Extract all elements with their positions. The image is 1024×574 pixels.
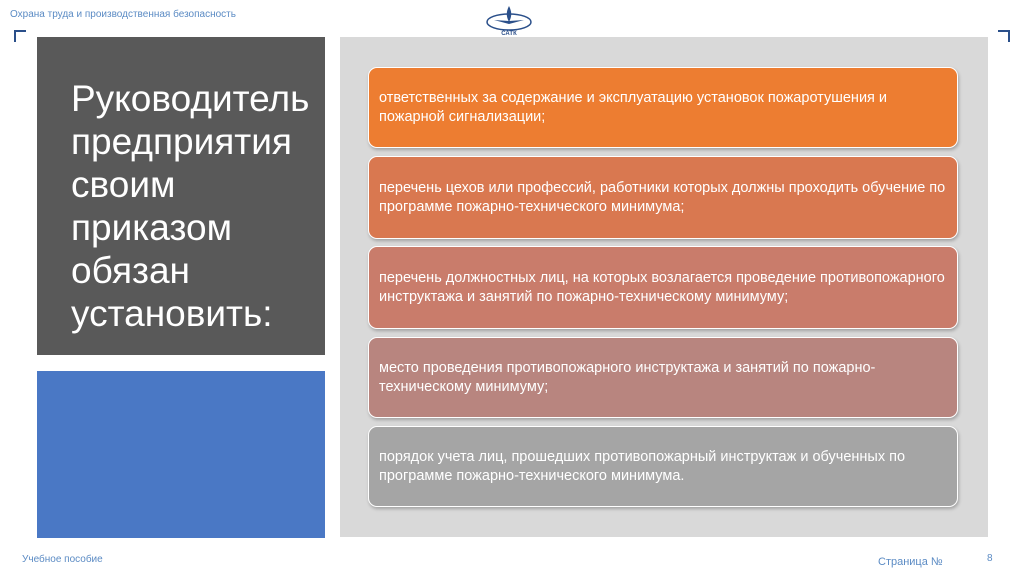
- list-item-5: [368, 426, 958, 507]
- page-number: 8: [987, 553, 993, 564]
- list-item-text: ответственных за содержание и эксплуатацию установок пожаротушения и пожарной сигнализации;: [379, 89, 888, 125]
- list-item-3: [368, 246, 958, 329]
- college-logo-icon: [484, 2, 534, 38]
- heading-panel: [37, 37, 325, 355]
- frame-corner-top-left: [14, 30, 26, 42]
- list-item-text: место проведения противопожарного инструктажа и занятий по пожарно-техническому минимуму;: [379, 359, 876, 395]
- list-item-4: [368, 337, 958, 418]
- slide-heading: Руководитель предприятия своим приказом обязан установить:: [71, 78, 310, 334]
- list-item-text: перечень должностных лиц, на которых возлагается проведение противопожарного инструктажа и занятий по пожарно-техническому минимуму;: [379, 269, 945, 305]
- page-label: Страница №: [878, 556, 943, 568]
- footer-label: Учебное пособие: [22, 554, 103, 565]
- logo-text: САТК: [501, 31, 517, 37]
- accent-panel: [37, 371, 325, 538]
- header-title: Охрана труда и производственная безопасность: [10, 9, 236, 20]
- list-item-text: перечень цехов или профессий, работники которых должны проходить обучение по программе пожарно-технического минимума;: [379, 179, 946, 215]
- frame-corner-top-right: [998, 30, 1010, 42]
- list-item-2: [368, 156, 958, 239]
- list-item-text: порядок учета лиц, прошедших противопожарный инструктаж и обученных по программе пожарно-технического минимума.: [379, 448, 906, 484]
- list-item-1: [368, 67, 958, 148]
